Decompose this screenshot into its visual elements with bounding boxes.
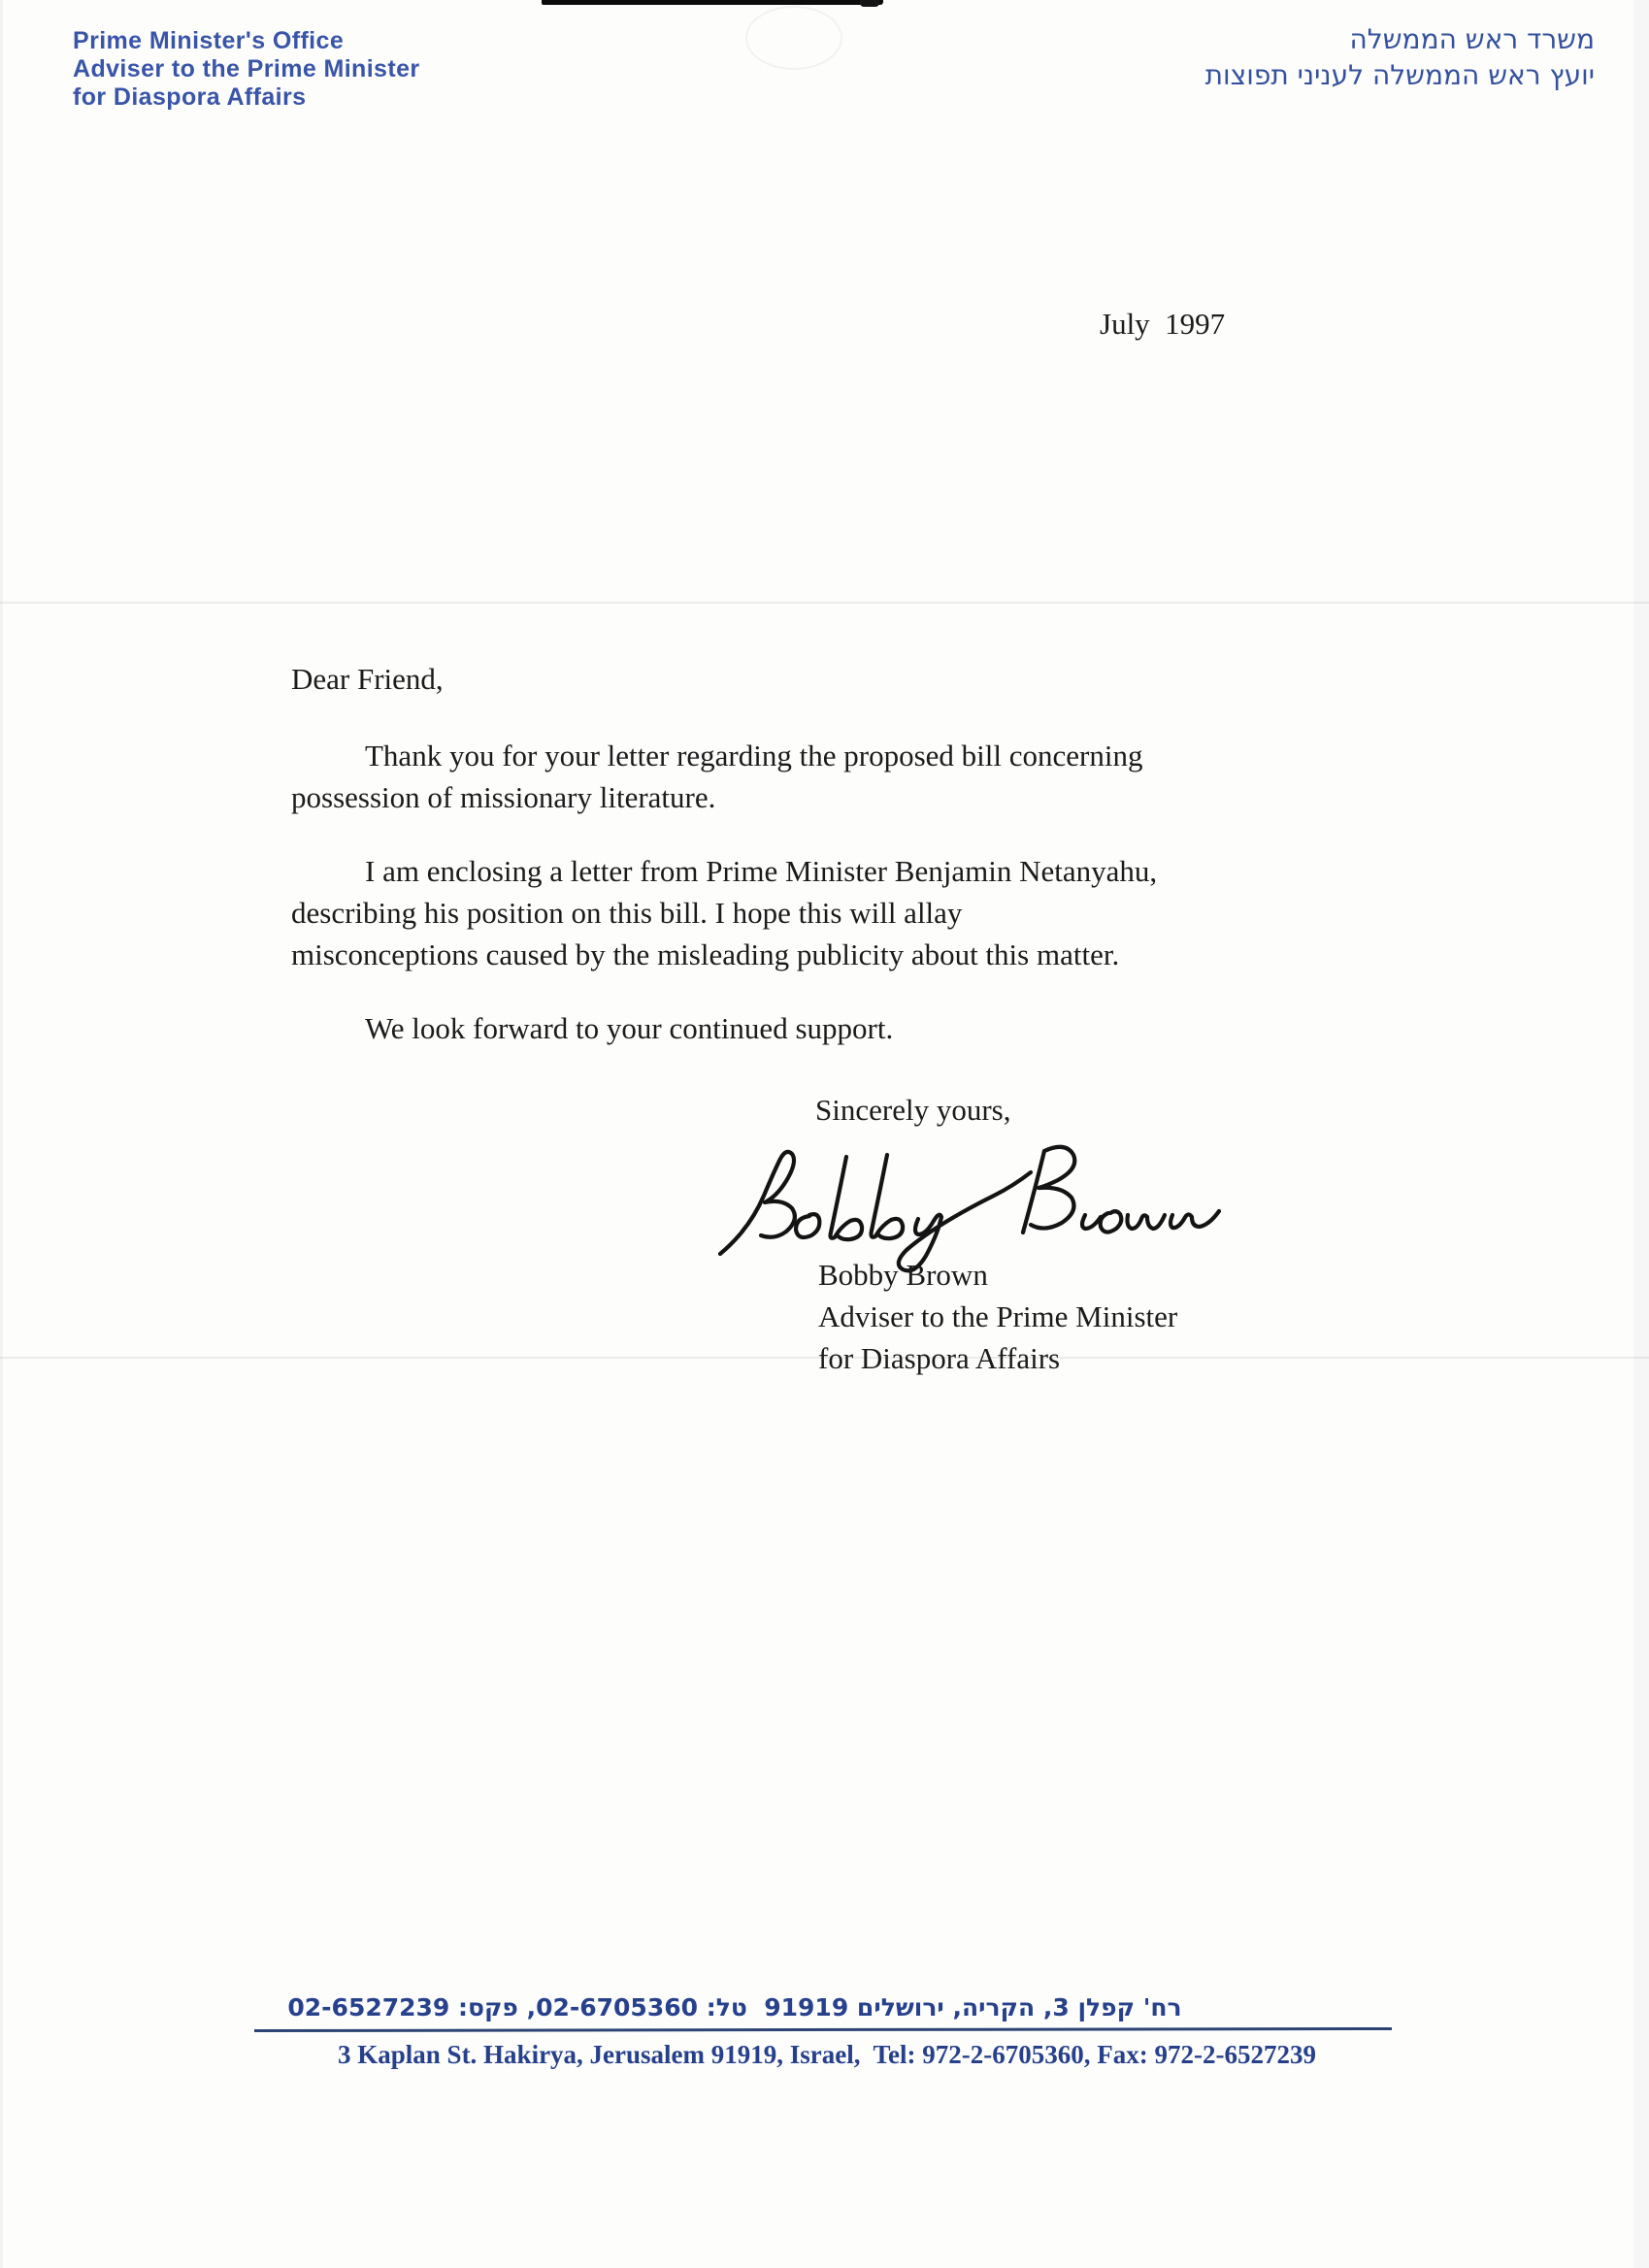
paragraph: [291, 1007, 893, 1049]
paragraph-line: I am enclosing a letter from Prime Minister Benjamin Netanyahu,: [365, 854, 1158, 888]
paragraph-line: misconceptions caused by the misleading publicity about this matter.: [291, 937, 1120, 971]
paper-fold-crease: [0, 602, 1649, 604]
letterhead-hebrew-line: יועץ ראש הממשלה לעניני תפוצות: [1204, 59, 1595, 91]
signer-title-line: for Diaspora Affairs: [818, 1341, 1061, 1375]
page-edge-shadow: [0, 0, 3, 2268]
paragraph-line: Thank you for your letter regarding the proposed bill concerning: [365, 739, 1143, 772]
letterhead-diaspora-line: for Diaspora Affairs: [73, 83, 307, 111]
paragraph-line: possession of missionary literature.: [291, 780, 716, 814]
letterhead-hebrew: [1205, 21, 1595, 93]
signer-title-line: Adviser to the Prime Minister: [818, 1299, 1178, 1333]
paragraph: [291, 735, 1142, 818]
page-edge-shadow: [1633, 0, 1649, 2268]
closing-valediction: Sincerely yours,: [815, 1093, 1011, 1127]
signature-block: [818, 1254, 1177, 1379]
paragraph-line: describing his position on this bill. I hope this will allay: [291, 896, 963, 930]
footer-divider-rule: [254, 2027, 1392, 2032]
letterhead-hebrew-line: משרד ראש הממשלה: [1349, 23, 1595, 55]
paragraph: [291, 850, 1157, 975]
letterhead-english: [73, 27, 420, 112]
scan-edge-artifact: [860, 0, 879, 7]
footer-address-english: 3 Kaplan St. Hakirya, Jerusalem 91919, Israel, Tel: 972-2-6705360, Fax: 972-2-6527239: [338, 2040, 1316, 2069]
letterhead-adviser-line: Adviser to the Prime Minister: [73, 55, 420, 82]
salutation: Dear Friend,: [291, 662, 444, 696]
embossed-seal-ghost: [745, 6, 842, 70]
letter-date: July 1997: [1100, 307, 1226, 341]
signer-name: Bobby Brown: [818, 1258, 988, 1292]
paragraph-line: We look forward to your continued support.: [365, 1011, 894, 1045]
footer-address-hebrew: רח' קפלן 3, הקריה, ירושלים 91919 טל: 02-6705360, פקס: 02-6527239: [287, 1993, 1182, 2021]
scan-edge-artifact: [542, 0, 883, 5]
letterhead-office-line: Prime Minister's Office: [73, 27, 345, 54]
